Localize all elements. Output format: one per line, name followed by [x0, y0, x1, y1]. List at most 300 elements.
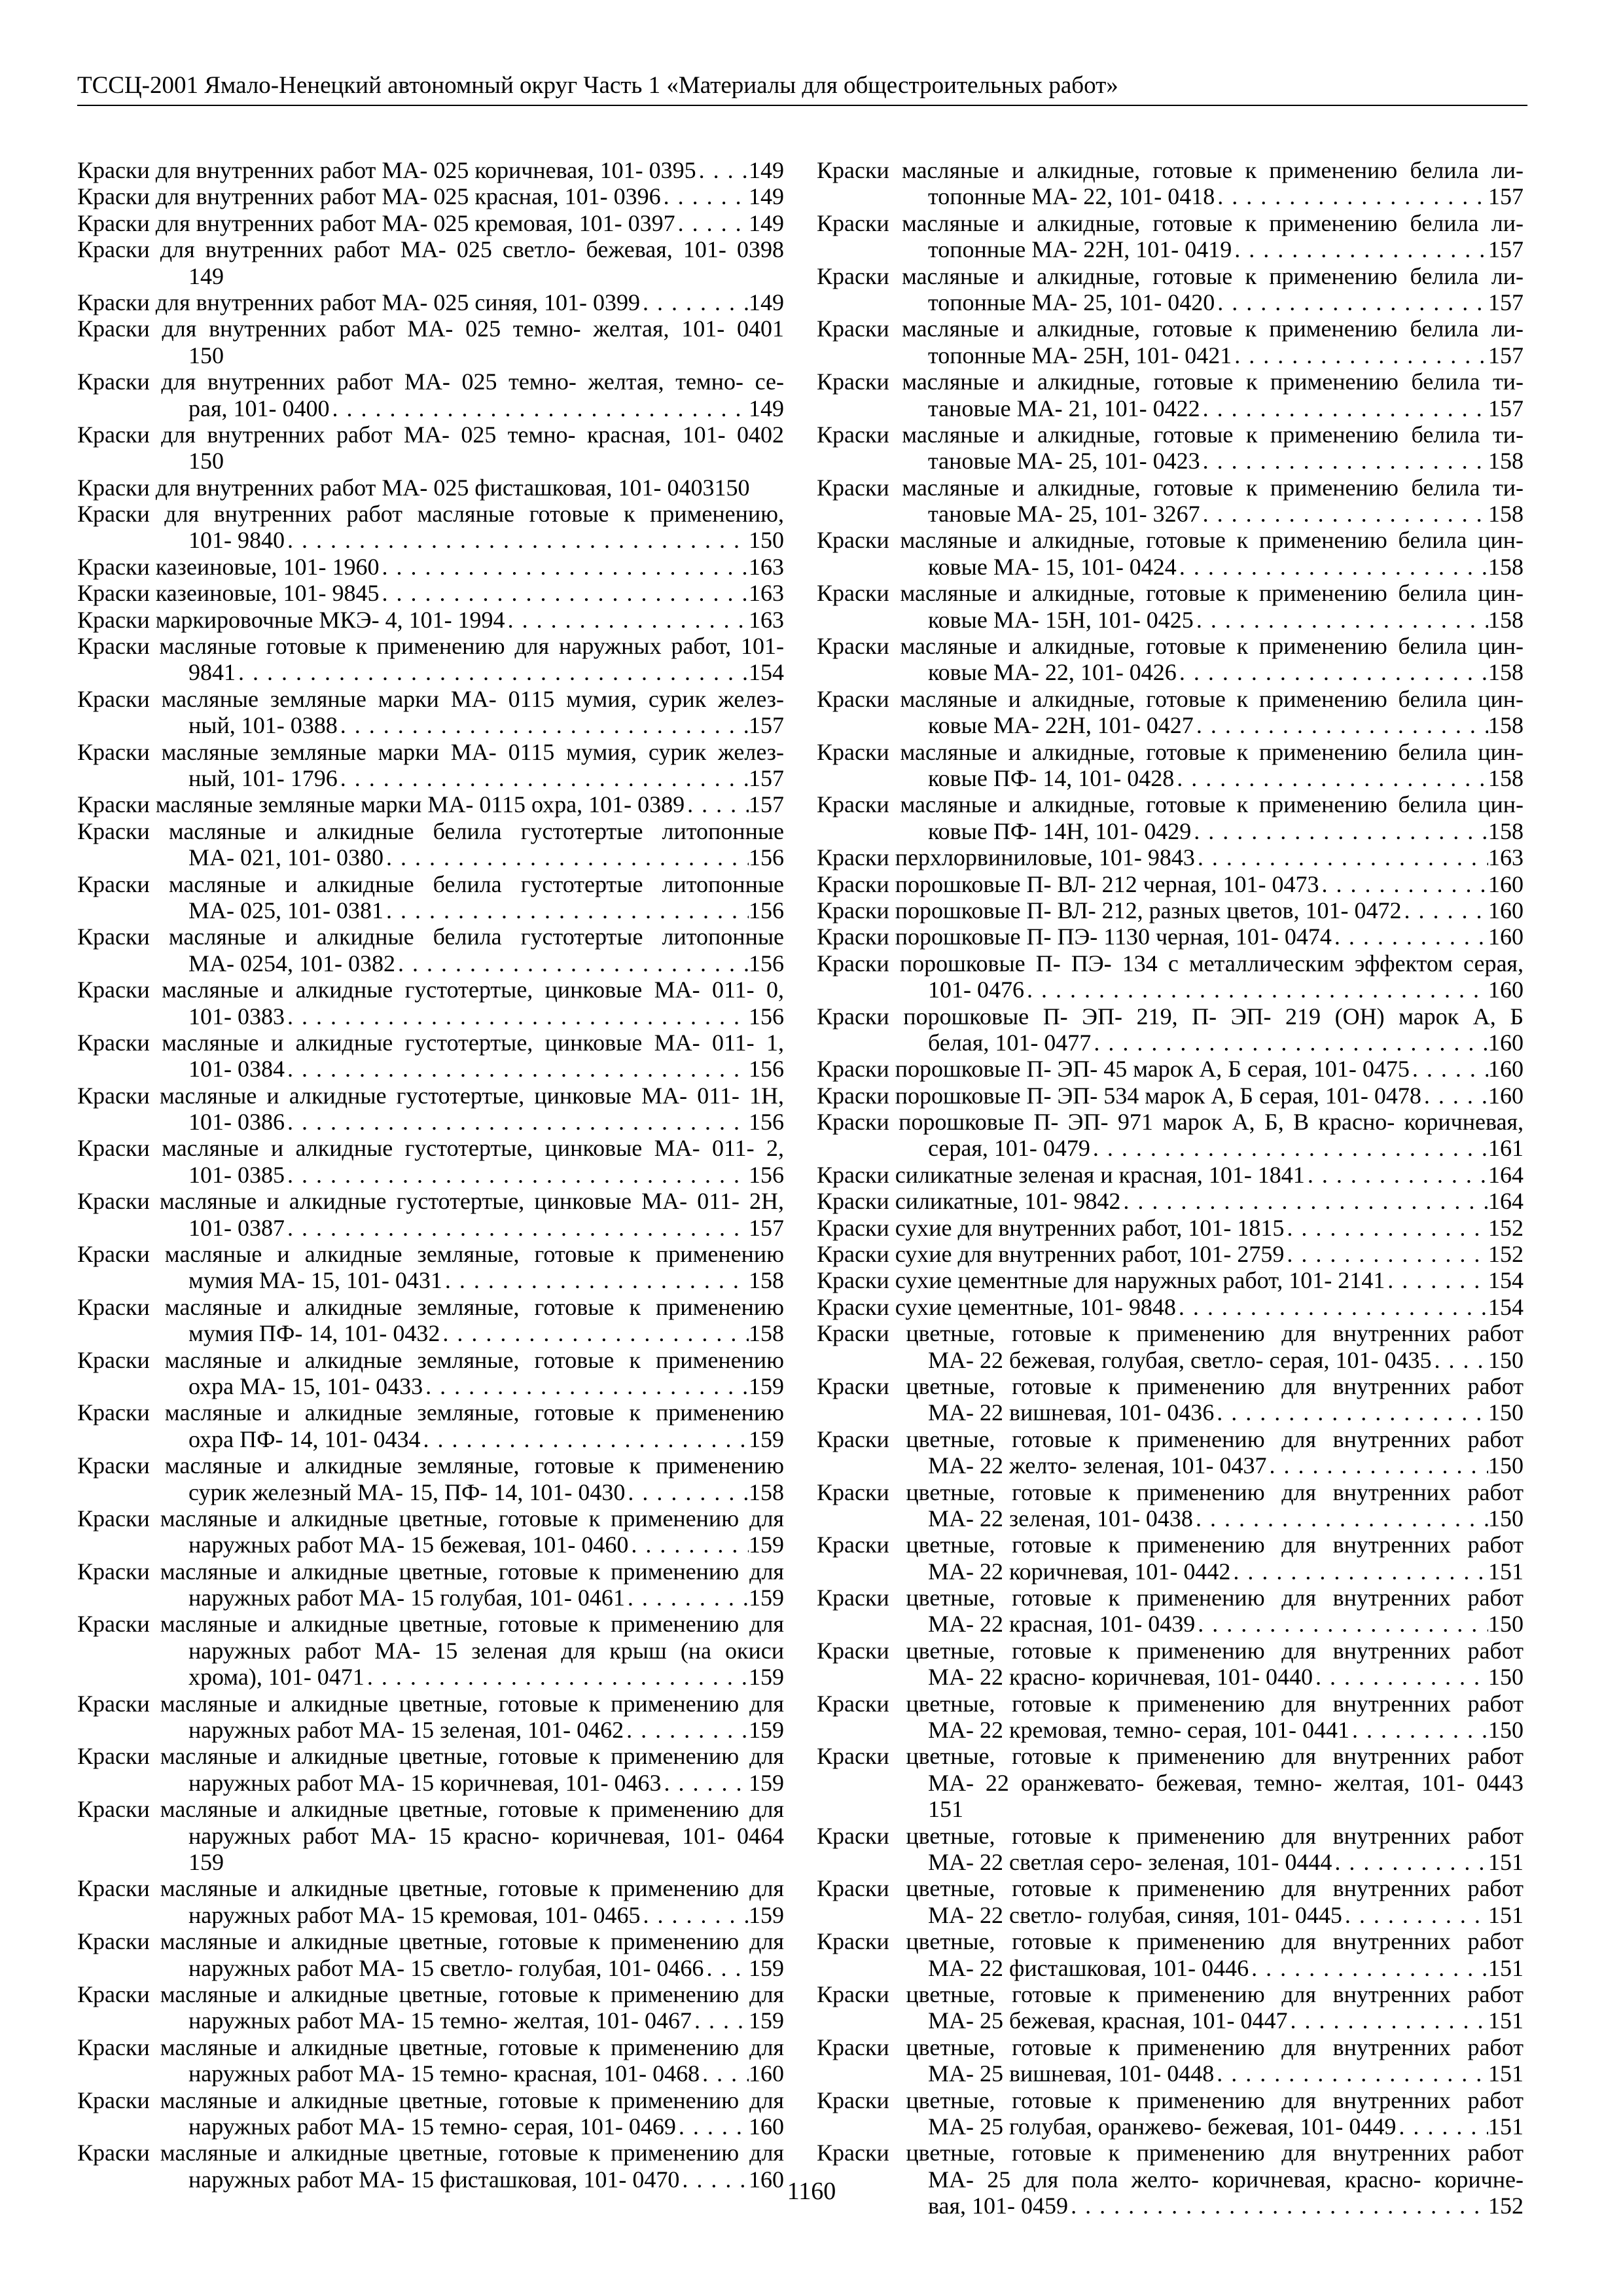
leader-dots [1319, 871, 1488, 897]
entry-text: Краски масляные и алкидные, готовые к применению белила ли- [817, 262, 1524, 289]
index-entry [77, 210, 784, 236]
entry-line [817, 1135, 1524, 1161]
entry-page-number: 163 [749, 606, 784, 633]
entry-page-number: 150 [1488, 1346, 1524, 1373]
entry-text: ковые ПФ- 14, 101- 0428 [928, 764, 1175, 791]
leader-dots [1332, 1849, 1488, 1875]
entry-line [77, 183, 784, 209]
entry-text: Краски цветные, готовые к применению для внутренних работ [817, 1690, 1524, 1717]
entry-line [77, 1928, 784, 1954]
entry-text: Краски масляные и алкидные, готовые к применению белила цин- [817, 633, 1524, 660]
index-entry [817, 950, 1524, 1003]
entry-line [77, 791, 784, 817]
entry-text: Краски сухие для внутренних работ, 101- 2759 [817, 1241, 1285, 1268]
entry-text: Краски масляные и алкидные земляные, готовые к применению [77, 1452, 784, 1479]
leader-dots [1284, 1215, 1488, 1241]
leader-dots [1421, 1083, 1488, 1109]
entry-line [77, 897, 784, 924]
entry-line [817, 1849, 1524, 1875]
entry-text: МА- 22 красная, 101- 0439 [928, 1611, 1196, 1638]
index-entry [77, 501, 784, 554]
entry-text: Краски цветные, готовые к применению для внутренних работ [817, 1928, 1524, 1955]
entry-page-number: 158 [1488, 764, 1524, 791]
entry-text: Краски цветные, готовые к применению для внутренних работ [817, 1585, 1524, 1611]
entry-line [817, 686, 1524, 712]
entry-line [817, 897, 1524, 924]
entry-text: Краски масляные и алкидные земляные, готовые к применению [77, 1399, 784, 1426]
entry-page-number: 149 [749, 289, 784, 315]
entry-line [77, 844, 784, 870]
leader-dots [662, 1770, 749, 1796]
entry-page-number: 160 [1488, 870, 1524, 897]
entry-page-number: 158 [1488, 817, 1524, 844]
index-entry [77, 315, 784, 368]
leader-dots [285, 1003, 749, 1030]
leader-dots [1431, 1347, 1488, 1373]
entry-text: наружных работ МА- 15 фисташковая, 101- 0470 [188, 2166, 680, 2193]
entry-text: Краски сухие для внутренних работ, 101- 1815 [817, 1214, 1285, 1241]
entry-text: Краски масляные и алкидные цветные, готовые к применению для [77, 2087, 784, 2113]
entry-text: МА- 22 красно- коричневая, 101- 0440 [928, 1664, 1313, 1691]
leader-dots [704, 1955, 749, 1981]
entry-text: Краски для внутренних работ МА- 025 кремовая, 101- 0397 [77, 209, 675, 236]
leader-dots [640, 289, 749, 315]
entry-page-number: 157 [749, 1214, 784, 1241]
entry-text: Краски казеиновые, 101- 1960 [77, 553, 380, 580]
entry-line [77, 1399, 784, 1426]
leader-dots [1349, 1717, 1488, 1743]
entry-line [77, 871, 784, 897]
entry-text: Краски порошковые П- ЭП- 45 марок А, Б серая, 101- 0475 [817, 1056, 1410, 1083]
entry-text: Краски масляные и алкидные цветные, готовые к применению для [77, 1558, 784, 1585]
index-entry [77, 2034, 784, 2087]
entry-page-number: 158 [749, 1479, 784, 1505]
entry-text: Краски масляные и алкидные, готовые к применению белила ли- [817, 157, 1524, 183]
entry-text: Краски масляные и алкидные цветные, готовые к применению для [77, 1743, 784, 1770]
entry-text: Краски масляные и алкидные белила густотертые литопонные [77, 817, 784, 844]
entry-text: МА- 25 для пола желто- коричневая, красно- коричне- [928, 2166, 1524, 2193]
entry-page-number: 150 [1488, 1399, 1524, 1426]
leader-dots [383, 897, 749, 924]
index-entry [817, 871, 1524, 897]
index-entry [77, 1558, 784, 1611]
entry-text: охра ПФ- 14, 101- 0434 [188, 1426, 421, 1452]
entry-text: Краски масляные и алкидные цветные, готовые к применению для [77, 1796, 784, 1823]
leader-dots [1215, 289, 1488, 315]
entry-text: Краски казеиновые, 101- 9845 [77, 580, 380, 607]
entry-text: топонные МА- 25Н, 101- 0421 [928, 342, 1232, 368]
leader-dots [1215, 183, 1488, 209]
entry-text: Краски цветные, готовые к применению для внутренних работ [817, 1875, 1524, 1902]
entry-text: МА- 021, 101- 0380 [188, 844, 383, 871]
entry-page-number: 163 [1488, 844, 1524, 871]
leader-dots [1249, 1955, 1488, 1981]
index-entry [77, 1030, 784, 1083]
entry-line [817, 448, 1524, 474]
entry-page-number: 158 [1488, 553, 1524, 580]
leader-dots [1284, 1241, 1488, 1267]
leader-dots [1090, 1135, 1488, 1161]
entry-text: 101- 0476 [928, 977, 1024, 1003]
entry-page-number: 156 [749, 897, 784, 924]
entry-text: МА- 25 голубая, оранжево- бежевая, 101- 0449 [928, 2113, 1397, 2140]
entry-page-number: 151 [1488, 2007, 1524, 2034]
index-entry [77, 2087, 784, 2140]
entry-text: Краски порошковые П- ВЛ- 212, разных цветов, 101- 0472 [817, 897, 1402, 924]
entry-page-number: 150 [1488, 1452, 1524, 1479]
entry-text: Краски масляные и алкидные белила густотертые литопонные [77, 870, 784, 897]
entry-line [77, 236, 784, 262]
entry-line [77, 501, 784, 527]
leader-dots [1177, 554, 1488, 580]
entry-line [77, 1347, 784, 1373]
entry-line [77, 924, 784, 950]
entry-page-number: 151 [1488, 2060, 1524, 2087]
entry-line [77, 739, 784, 765]
entry-text: Краски цветные, готовые к применению для внутренних работ [817, 1426, 1524, 1452]
entry-page-number: 158 [1488, 712, 1524, 739]
leader-dots [1024, 977, 1488, 1003]
leader-dots [1410, 1056, 1488, 1082]
entry-text: Краски масляные и алкидные, готовые к применению белила ли- [817, 209, 1524, 236]
index-entry [817, 1823, 1524, 1876]
entry-line [817, 1928, 1524, 1954]
entry-line [817, 1241, 1524, 1267]
leader-dots [624, 1717, 749, 1743]
entry-text: топонные МА- 25, 101- 0420 [928, 289, 1215, 315]
entry-text: сурик железный МА- 15, ПФ- 14, 101- 0430 [188, 1479, 626, 1505]
entry-line [77, 1585, 784, 1611]
entry-text: Краски цветные, готовые к применению для внутренних работ [817, 1320, 1524, 1347]
entry-text: серая, 101- 0479 [928, 1135, 1090, 1162]
leader-dots [625, 1585, 749, 1611]
entry-page-number: 158 [749, 1267, 784, 1294]
entry-line [77, 1875, 784, 1901]
entry-line [77, 1188, 784, 1214]
entry-line [817, 475, 1524, 501]
entry-page-number: 150 [749, 527, 784, 554]
entry-line [77, 1003, 784, 1030]
entry-text: Краски масляные и алкидные цветные, готовые к применению для [77, 1505, 784, 1532]
entry-page-number: 152 [1488, 2193, 1524, 2219]
entry-line [817, 1717, 1524, 1743]
entry-text: Краски масляные и алкидные цветные, готовые к применению для [77, 2140, 784, 2166]
index-entry [817, 897, 1524, 924]
entry-line [77, 1823, 784, 1849]
entry-page-number: 156 [749, 950, 784, 977]
entry-text: Краски цветные, готовые к применению для внутренних работ [817, 1372, 1524, 1399]
entry-line [77, 1717, 784, 1743]
entry-line [77, 475, 784, 501]
entry-text: ковые МА- 22, 101- 0426 [928, 659, 1177, 686]
entry-text: МА- 0254, 101- 0382 [188, 950, 395, 977]
entry-line [817, 342, 1524, 368]
entry-line [817, 1347, 1524, 1373]
entry-line [77, 2087, 784, 2113]
entry-text: Краски масляные и алкидные, готовые к применению белила цин- [817, 738, 1524, 765]
index-entry [77, 580, 784, 606]
entry-page-number: 164 [1488, 1188, 1524, 1215]
leader-dots [661, 183, 749, 209]
entry-page-number: 160 [749, 2166, 784, 2193]
leader-dots [1176, 1294, 1488, 1320]
index-entry [817, 1003, 1524, 1056]
entry-page-number: 159 [749, 1717, 784, 1744]
entry-text: Краски масляные и алкидные земляные, готовые к применению [77, 1293, 784, 1320]
entry-text: Краски масляные и алкидные густотертые, цинковые МА- 011- 2Н, [77, 1188, 784, 1215]
entry-text: Краски силикатные зеленая и красная, 101- 1841 [817, 1161, 1305, 1188]
entry-page-number: 157 [749, 764, 784, 791]
entry-line [77, 1083, 784, 1109]
index-entry [77, 1981, 784, 2034]
entry-line [817, 2007, 1524, 2034]
entry-text: 101- 0384 [188, 1056, 285, 1083]
entry-line [817, 1399, 1524, 1426]
entry-line [817, 2087, 1524, 2113]
entry-page-number: 158 [1488, 659, 1524, 686]
entry-page-number: 152 [1488, 1214, 1524, 1241]
entry-text: 101- 9840 [188, 527, 285, 554]
entry-page-number: 157 [749, 712, 784, 739]
leader-dots [1174, 765, 1488, 791]
index-entry [77, 475, 784, 501]
entry-text: Краски масляные и алкидные цветные, готовые к применению для [77, 1875, 784, 1902]
leader-dots [330, 395, 749, 422]
entry-line [817, 1479, 1524, 1505]
leader-dots [1288, 2007, 1489, 2034]
entry-text: МА- 22 вишневая, 101- 0436 [928, 1399, 1215, 1426]
entry-text: Краски масляные и алкидные, готовые к применению белила цин- [817, 685, 1524, 712]
entry-line [77, 263, 784, 289]
entry-text: Краски масляные и алкидные густотертые, цинковые МА- 011- 1Н, [77, 1082, 784, 1109]
entry-line [77, 1849, 784, 1875]
index-entry [77, 633, 784, 686]
entry-text: Краски для внутренних работ масляные готовые к применению, [77, 501, 784, 528]
entry-line [77, 1109, 784, 1135]
entry-page-number: 159 [749, 1372, 784, 1399]
entry-line [77, 422, 784, 448]
entry-page-number: 158 [749, 1320, 784, 1347]
entry-text: наружных работ МА- 15 голубая, 101- 0461 [188, 1585, 625, 1611]
entry-page-number: 150 [1488, 1611, 1524, 1638]
entry-text: Краски масляные земляные марки МА- 0115 мумия, сурик желез- [77, 738, 784, 765]
entry-line [77, 210, 784, 236]
leader-dots [365, 1664, 749, 1690]
index-entry [817, 1056, 1524, 1082]
entry-page-number: 158 [1488, 448, 1524, 475]
entry-text: Краски масляные и алкидные, готовые к применению белила ти- [817, 421, 1524, 448]
entry-page-number: 156 [749, 1056, 784, 1083]
entry-text: Краски масляные и алкидные цветные, готовые к применению для [77, 1690, 784, 1717]
index-entry [817, 2087, 1524, 2140]
entry-text: Краски масляные земляные марки МА- 0115 охра, 101- 0389 [77, 791, 685, 818]
entry-page-number: 160 [1488, 977, 1524, 1003]
index-entry [817, 1875, 1524, 1928]
entry-line [77, 289, 784, 315]
entry-line [817, 659, 1524, 685]
entry-line [817, 1003, 1524, 1030]
leader-dots [676, 2113, 749, 2140]
entry-text: тановые МА- 21, 101- 0422 [928, 395, 1200, 422]
index-entry [817, 633, 1524, 686]
entry-line [817, 1505, 1524, 1532]
entry-page-number: 160 [749, 2060, 784, 2087]
leader-dots [236, 659, 749, 685]
index-entry [77, 368, 784, 422]
entry-line [817, 183, 1524, 209]
entry-page-number: 163 [749, 553, 784, 580]
leader-dots [1195, 844, 1488, 870]
entry-line [77, 607, 784, 633]
leader-dots [1305, 1162, 1488, 1188]
leader-dots [380, 580, 749, 606]
index-entry [817, 1532, 1524, 1585]
entry-line [817, 924, 1524, 950]
leader-dots [696, 157, 749, 183]
entry-text: рая, 101- 0400 [188, 395, 330, 422]
index-entry [77, 1928, 784, 1981]
entry-text: Краски масляные и алкидные цветные, готовые к применению для [77, 1928, 784, 1955]
entry-text: наружных работ МА- 15 темно- серая, 101- 0469 [188, 2113, 676, 2140]
entry-text: охра МА- 15, 101- 0433 [188, 1372, 423, 1399]
leader-dots [442, 1267, 749, 1293]
leader-dots [285, 1162, 749, 1188]
entry-page-number: 150 [1488, 1717, 1524, 1744]
index-entry [77, 1347, 784, 1400]
entry-page-number: 151 [1488, 2113, 1524, 2140]
entry-line [817, 1981, 1524, 2007]
entry-line [817, 2034, 1524, 2060]
entry-text: Краски масляные и алкидные, готовые к применению белила ти- [817, 474, 1524, 501]
entry-line [817, 395, 1524, 422]
entry-text: МА- 22 бежевая, голубая, светло- серая, 101- 0435 [928, 1346, 1432, 1373]
entry-text: 101- 0386 [188, 1109, 285, 1136]
entry-page-number: 157 [1488, 289, 1524, 315]
entry-line [817, 791, 1524, 817]
leader-dots [1214, 2060, 1488, 2087]
entry-line [77, 1902, 784, 1928]
index-entry [817, 1188, 1524, 1214]
leader-dots [440, 1320, 749, 1346]
index-entry [817, 1479, 1524, 1532]
index-entry [77, 1875, 784, 1928]
entry-line [817, 368, 1524, 395]
entry-text: тановые МА- 25, 101- 3267 [928, 501, 1200, 528]
entry-line [77, 1611, 784, 1637]
index-entry [817, 422, 1524, 475]
entry-line [817, 1056, 1524, 1082]
leader-dots [1232, 236, 1488, 262]
entry-line [817, 1109, 1524, 1135]
entry-text: МА- 25 бежевая, красная, 101- 0447 [928, 2007, 1288, 2034]
entry-page-number: 159 [749, 1901, 784, 1928]
index-entry [77, 1188, 784, 1241]
entry-page-number: 159 [749, 1426, 784, 1452]
entry-text: ковые МА- 15Н, 101- 0425 [928, 606, 1194, 633]
index-entry [77, 1691, 784, 1744]
entry-text: ковые ПФ- 14Н, 101- 0429 [928, 817, 1192, 844]
entry-text: Краски масляные земляные марки МА- 0115 мумия, сурик желез- [77, 685, 784, 712]
entry-line [817, 1267, 1524, 1293]
index-entry [77, 1241, 784, 1294]
entry-text: Краски порошковые П- ЭП- 219, П- ЭП- 219 (ОН) марок А, Б [817, 1003, 1524, 1030]
entry-line [77, 2060, 784, 2087]
index-entry [77, 1743, 784, 1796]
page-header: ТССЦ-2001 Ямало-Ненецкий автономный округ Часть 1 «Материалы для общестроительных работ» [77, 71, 1527, 106]
entry-line [77, 554, 784, 580]
entry-text: 150 [188, 448, 224, 475]
entry-line [77, 2113, 784, 2140]
entry-line [817, 1426, 1524, 1452]
entry-page-number: 149 [749, 395, 784, 422]
entry-page-number: 159 [749, 1769, 784, 1796]
entry-line [817, 1611, 1524, 1637]
leader-dots [285, 1056, 749, 1082]
entry-line [817, 1823, 1524, 1849]
entry-page-number: 157 [1488, 342, 1524, 368]
leader-dots [380, 554, 749, 580]
entry-text: наружных работ МА- 15 зеленая, 101- 0462 [188, 1717, 624, 1744]
entry-line [77, 712, 784, 738]
entry-text: МА- 22 желто- зеленая, 101- 0437 [928, 1452, 1267, 1479]
entry-text: МА- 22 светло- голубая, синяя, 101- 0445 [928, 1901, 1342, 1928]
index-entry [77, 289, 784, 315]
entry-line [817, 2140, 1524, 2166]
index-entry [817, 924, 1524, 950]
entry-page-number: 160 [1488, 897, 1524, 924]
entry-line [77, 1267, 784, 1293]
leader-dots [692, 2007, 749, 2034]
entry-line [817, 2060, 1524, 2087]
entry-line [817, 1162, 1524, 1188]
entry-text: наружных работ МА- 15 кремовая, 101- 0465 [188, 1901, 641, 1928]
entry-line [817, 554, 1524, 580]
entry-line [77, 2140, 784, 2166]
entry-line [817, 1532, 1524, 1558]
entry-text: Краски цветные, готовые к применению для внутренних работ [817, 1822, 1524, 1849]
index-entry [817, 527, 1524, 580]
entry-line [817, 1875, 1524, 1901]
entry-line [817, 950, 1524, 977]
leader-dots [1193, 1505, 1488, 1532]
index-entry [77, 1611, 784, 1690]
index-entry [817, 1928, 1524, 1981]
index-entry [817, 1981, 1524, 2034]
entry-text: Краски масляные и алкидные, готовые к применению белила цин- [817, 527, 1524, 554]
entry-page-number: 159 [749, 1532, 784, 1558]
index-entry [817, 315, 1524, 368]
entry-text: Краски масляные и алкидные густотертые, цинковые МА- 011- 0, [77, 977, 784, 1003]
entry-line [77, 1955, 784, 1981]
entry-text: 149 [188, 262, 224, 289]
entry-page-number: 160 [749, 2113, 784, 2140]
entry-text: МА- 22 оранжевато- бежевая, темно- желтая, 101- 0443 [928, 1769, 1524, 1796]
leader-dots [1402, 897, 1489, 924]
entry-page-number: 154 [1488, 1293, 1524, 1320]
index-entry [77, 157, 784, 183]
entry-line [77, 633, 784, 659]
leader-dots [285, 527, 749, 553]
entry-text: 101- 0383 [188, 1003, 285, 1030]
entry-text: Краски масляные и алкидные, готовые к применению белила цин- [817, 580, 1524, 607]
leader-dots [338, 765, 749, 791]
entry-line [77, 765, 784, 791]
entry-line [77, 818, 784, 844]
entry-line [817, 422, 1524, 448]
entry-page-number: 151 [1488, 1558, 1524, 1585]
entry-line [77, 1162, 784, 1188]
entry-line [77, 686, 784, 712]
